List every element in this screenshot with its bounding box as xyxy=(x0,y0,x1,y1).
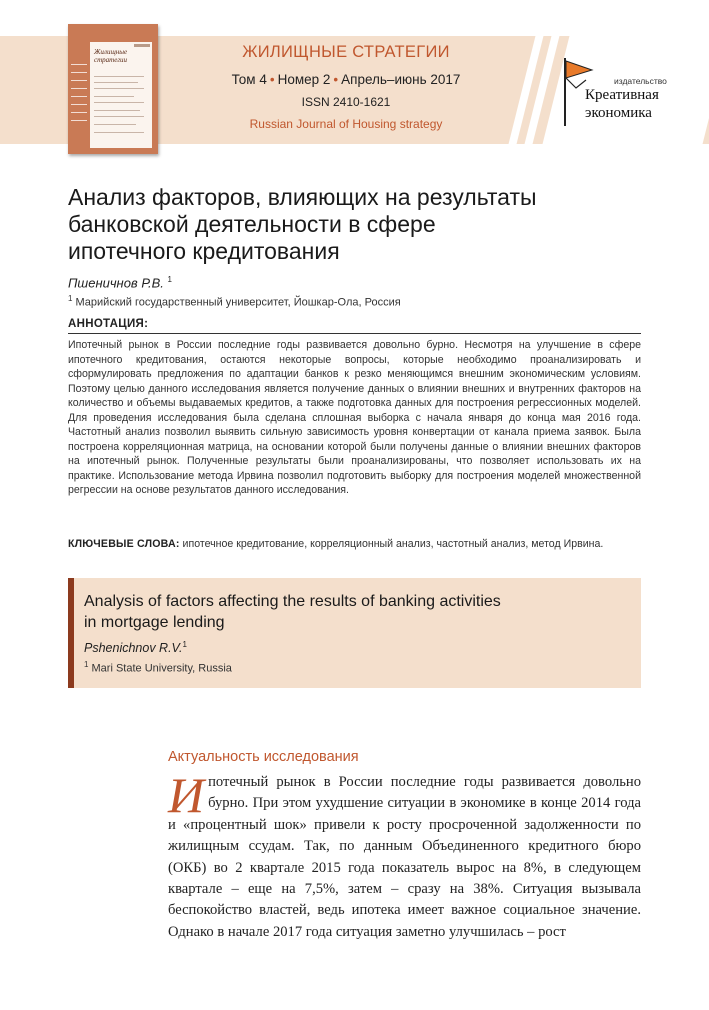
author xyxy=(68,275,172,290)
body-paragraph-text: потечный рынок в России последние годы развивается довольно бурно. При этом ухудшение ситуации в экономике в конце 2014 года и «процентный шок» привели к росту просроченной задолженности по жилищным ссудам. Так, по данным Объединенного кредитного бюро (ОКБ) во 2 квартале 2015 года показатель вырос на 8%, в следующем квартале – еще на 7,5%, затем – сразу на 38%. Ситуация вызывала беспокойство властей, ведь ипотека имеет важное социальное значение. Однако в начале 2017 года ситуация заметно улучшилась – рост xyxy=(168,774,641,940)
cover-bar xyxy=(71,104,87,105)
title-line: Анализ факторов, влияющих на результаты xyxy=(68,184,537,210)
cover-label xyxy=(134,44,150,47)
cover-bar xyxy=(71,112,87,113)
author-superscript: 1 xyxy=(167,275,172,284)
cover-bar xyxy=(71,88,87,89)
author-en-superscript: 1 xyxy=(182,640,187,649)
publisher-label: издательство xyxy=(614,76,667,86)
keywords-text: ипотечное кредитование, корреляционный анализ, частотный анализ, метод Ирвина. xyxy=(182,538,604,550)
affiliation xyxy=(68,294,401,309)
cover-bar xyxy=(71,72,87,73)
author-en-name: Pshenichnov R.V. xyxy=(84,641,183,656)
title-en-line: Analysis of factors affecting the results of banking activities xyxy=(84,593,501,610)
affiliation-en-text: Mari State University, Russia xyxy=(91,662,232,675)
abstract-heading: АННОТАЦИЯ: xyxy=(68,318,149,330)
cover-title: Жилищные стратегии xyxy=(94,48,128,64)
keywords xyxy=(68,537,641,552)
journal-title: ЖИЛИЩНЫЕ СТРАТЕГИИ xyxy=(242,43,450,61)
cover-line xyxy=(94,110,140,111)
issn: ISSN 2410-1621 xyxy=(301,95,391,109)
drop-cap: И xyxy=(168,767,205,823)
cover-line xyxy=(94,82,138,83)
title-line: банковской деятельности в сфере xyxy=(68,211,436,237)
cover-line xyxy=(94,132,144,133)
title-en-line: in mortgage lending xyxy=(84,614,225,631)
title-line: ипотечного кредитования xyxy=(68,238,340,264)
issue-number: Номер 2 xyxy=(277,72,331,87)
section-heading: Актуальность исследования xyxy=(168,749,359,765)
author-name: Пшеничнов Р.В. xyxy=(68,275,164,291)
cover-bar xyxy=(71,96,87,97)
body-paragraph xyxy=(168,767,641,943)
affiliation-en xyxy=(84,660,232,675)
volume: Том 4 xyxy=(231,72,267,87)
divider xyxy=(68,333,641,334)
abstract-text: Ипотечный рынок в России последние годы развивается довольно бурно. Несмотря на улучшение в сфере ипотечного кредитования, остаются некоторые вопросы, которые необходимо проанализировать и сформулировать предложения по адаптации банков к резко меняющимся внешним экономическим условиям. Поэтому целью данного исследования является получение данных о влиянии внешних и внутренних факторов на количество и объемы выдаваемых кредитов, а также подготовка данных для построения регрессионных моделей. Для проведения исследования была сделана сплошная выборка с начала января до конца мая 2016 года. Частотный анализ позволил выявить сильную зависимость уровня конвертации от канала приема заявок. Была построена корреляционная матрица, на основании которой были получены данные о влиянии внешних факторов на ипотечный рынок. Полученные результаты были проанализированы, что позволяет использовать их на практике. Использование метода Ирвина позволил подготовить выборку для построения моделей множественной регрессии на основе результатов данного исследования. xyxy=(68,339,641,496)
cover-line xyxy=(94,76,144,77)
author-en xyxy=(84,640,187,655)
cover-bar xyxy=(71,80,87,81)
affiliation-text: Марийский государственный университет, Йошкар-Ола, Россия xyxy=(75,296,401,309)
cover-line xyxy=(94,88,144,89)
journal-title-en: Russian Journal of Housing strategy xyxy=(249,117,443,131)
journal-issue: Том 4 • Номер 2 • Апрель–июнь 2017 xyxy=(231,72,461,87)
article-title xyxy=(68,184,628,265)
cover-line xyxy=(94,116,144,117)
publisher-name-1: Креативная xyxy=(585,87,659,103)
cover-line xyxy=(94,124,136,125)
journal-cover-image xyxy=(68,24,158,154)
cover-bar xyxy=(71,120,87,121)
cover-line xyxy=(94,96,134,97)
keywords-label: КЛЮЧЕВЫЕ СЛОВА: xyxy=(68,538,180,550)
issue-period: Апрель–июнь 2017 xyxy=(341,72,461,87)
publisher-name-2: экономика xyxy=(585,105,652,121)
cover-bar xyxy=(71,64,87,65)
affiliation-en-superscript: 1 xyxy=(84,660,89,669)
article-title-en xyxy=(84,591,604,633)
cover-line xyxy=(94,102,144,103)
affiliation-superscript: 1 xyxy=(68,294,73,303)
